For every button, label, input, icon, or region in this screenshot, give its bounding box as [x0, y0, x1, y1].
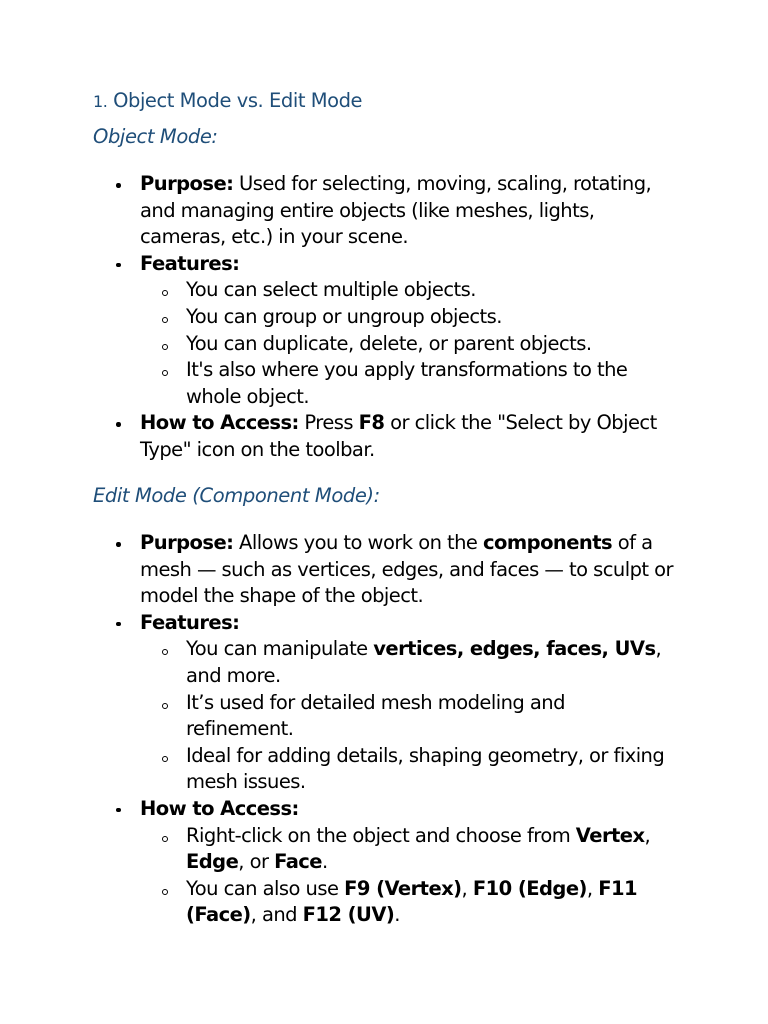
access-label: How to Access:	[140, 796, 299, 820]
edit-mode-purpose-item	[0, 530, 673, 610]
access-step-item	[0, 823, 673, 876]
purpose-text: Used for selecting, moving, scaling, rotating, and managing entire objects (like meshes, lights, cameras, etc.) in your scene.	[140, 172, 652, 249]
access-bold: Vertex	[575, 823, 645, 847]
object-mode-access-item	[0, 410, 673, 463]
purpose-bold: components	[483, 531, 613, 554]
access-bold: F10 (Edge)	[472, 876, 587, 900]
access-text: You can also use	[186, 876, 345, 900]
edit-mode-list	[0, 530, 673, 929]
purpose-text: of a mesh — such as vertices, edges, and faces — to sculpt or model the shape of the object.	[140, 531, 673, 608]
object-mode-heading: Object Mode:	[93, 125, 218, 148]
edit-mode-access-list	[0, 823, 673, 929]
object-mode-features-list	[0, 277, 673, 410]
access-bold: F11 (Face)	[186, 876, 637, 927]
feature-item: It's also where you apply transformations to the whole object.	[0, 357, 673, 410]
access-text: ,	[644, 823, 651, 847]
access-text: .	[321, 850, 328, 874]
feature-item: Ideal for adding details, shaping geometry, or fixing mesh issues.	[0, 743, 673, 796]
object-mode-purpose-item	[0, 171, 673, 251]
access-text: Press	[298, 411, 359, 435]
access-bold: Edge	[186, 850, 239, 874]
purpose-label: Purpose:	[140, 172, 234, 195]
features-label: Features:	[140, 251, 240, 275]
access-text: Right-click on the object and choose from	[186, 823, 576, 847]
feature-item: You can duplicate, delete, or parent objects.	[0, 331, 673, 358]
access-text: .	[394, 903, 400, 927]
purpose-text: Allows you to work on the	[233, 531, 484, 554]
feature-text: , and more.	[186, 637, 662, 687]
access-bold: Face	[274, 850, 322, 874]
section-number: 1.	[93, 92, 108, 111]
section-heading	[93, 91, 362, 111]
access-step-item	[0, 876, 673, 929]
access-text: , or	[238, 850, 275, 874]
section-title: Object Mode vs. Edit Mode	[113, 89, 363, 112]
purpose-label: Purpose:	[140, 531, 234, 554]
feature-item: You can group or ungroup objects.	[0, 304, 673, 331]
access-label: How to Access:	[140, 411, 299, 435]
edit-mode-access-item	[0, 796, 673, 929]
feature-item: It’s used for detailed mesh modeling and refinement.	[0, 690, 673, 743]
access-text: or click the "Select by Object Type" icon on the toolbar.	[140, 411, 657, 461]
access-text: ,	[586, 876, 599, 900]
object-mode-list	[0, 171, 673, 464]
object-mode-features-item	[0, 251, 673, 411]
access-bold: F9 (Vertex)	[344, 876, 462, 900]
access-text: , and	[250, 903, 303, 927]
feature-item: You can select multiple objects.	[0, 277, 673, 304]
access-bold: F12 (UV)	[302, 903, 395, 927]
edit-mode-heading: Edit Mode (Component Mode):	[93, 484, 380, 507]
feature-text: You can manipulate	[186, 637, 374, 661]
features-label: Features:	[140, 610, 240, 634]
access-key: F8	[358, 411, 385, 435]
edit-mode-features-list	[0, 636, 673, 796]
feature-bold: vertices, edges, faces, UVs	[373, 637, 656, 661]
access-text: ,	[461, 876, 473, 900]
feature-item	[0, 636, 673, 689]
edit-mode-features-item	[0, 610, 673, 796]
